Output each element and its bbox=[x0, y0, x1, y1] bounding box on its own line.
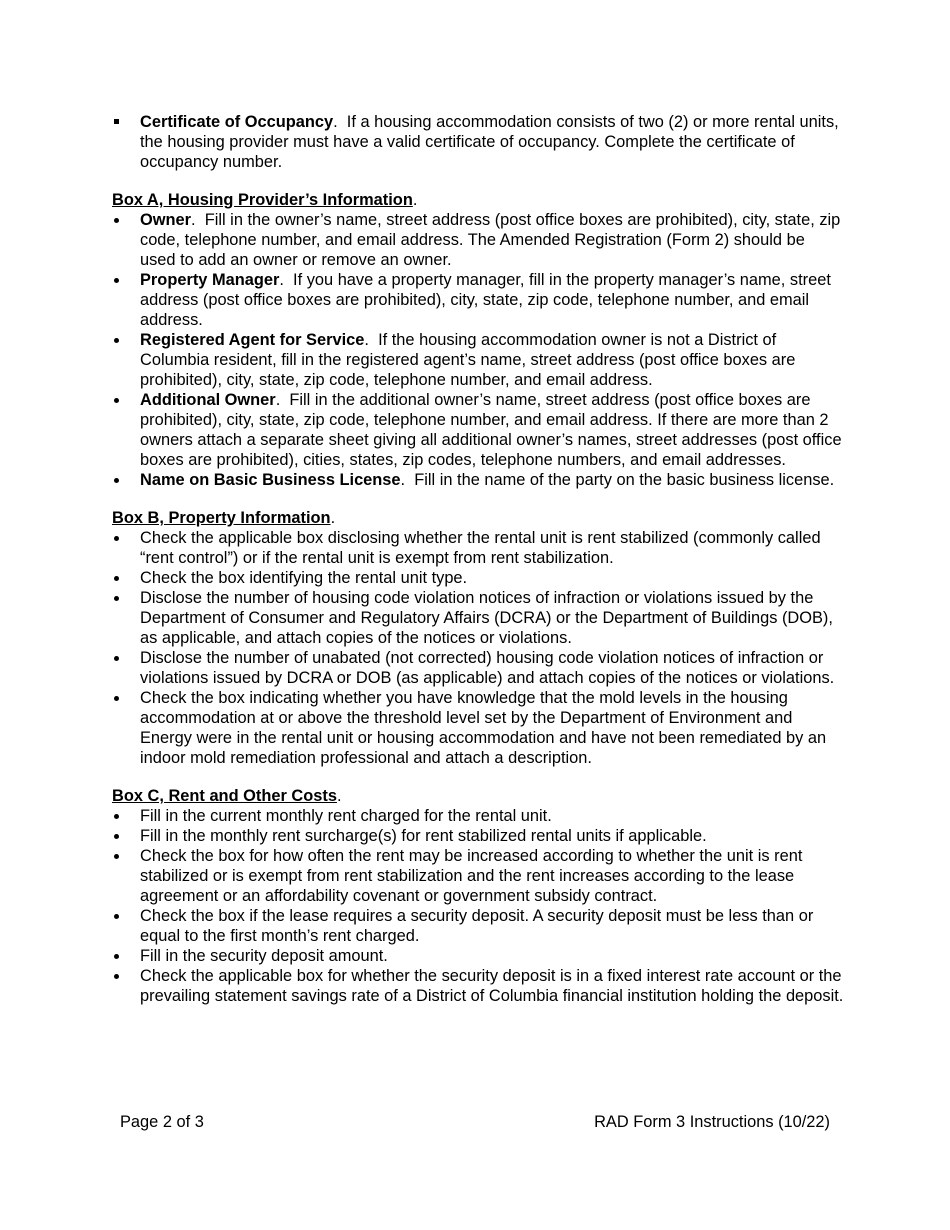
item-text: If a housing accommodation consists of two (2) or more rental units, the housing provider must have a valid certificate of occupancy. Complete the certificate of occupancy number. bbox=[140, 113, 839, 171]
list-item bbox=[112, 966, 844, 1006]
item-text: If the housing accommodation owner is not a District of Columbia resident, fill in the registered agent’s name, street address (post office boxes are prohibited), city, state, zip code, telephone number, and email address. bbox=[140, 331, 796, 389]
list-item bbox=[112, 806, 844, 826]
list-item bbox=[112, 568, 844, 588]
list-item bbox=[112, 588, 844, 648]
item-text: Fill in the security deposit amount. bbox=[140, 947, 388, 965]
item-text: Check the box indicating whether you have knowledge that the mold levels in the housing accommodation at or above the threshold level set by the Department of Environment and Energy were in the rental unit or housing accommodation and have not been remediated by an indoor mold remediation professional and attach a description. bbox=[140, 689, 827, 767]
page-footer bbox=[120, 1112, 830, 1132]
list-item: Certificate of Occupancy. If a housing accommodation consists of two (2) or more rental units, the housing provider must have a valid certificate of occupancy. Complete the certificate of occupancy number. bbox=[140, 113, 839, 171]
instructions-body bbox=[112, 112, 844, 1006]
item-text: Disclose the number of unabated (not corrected) housing code violation notices of infraction or violations issued by DCRA or DOB (as applicable) and attach copies of the notices or violations. bbox=[140, 649, 835, 687]
list-item bbox=[112, 946, 844, 966]
list-item bbox=[112, 648, 844, 688]
box-c-list bbox=[112, 806, 844, 1006]
item-text: Check the applicable box disclosing whether the rental unit is rent stabilized (commonly called “rent control”) or if the rental unit is exempt from rent stabilization. bbox=[140, 529, 821, 567]
page-number: Page 2 of 3 bbox=[120, 1113, 204, 1131]
item-title: Property Manager bbox=[140, 271, 280, 289]
item-title: Registered Agent for Service bbox=[140, 331, 365, 349]
item-text: Check the box identifying the rental unit type. bbox=[140, 569, 468, 587]
item-text: Check the applicable box for whether the security deposit is in a fixed interest rate account or the prevailing statement savings rate of a District of Columbia financial institution holding the deposit. bbox=[140, 967, 844, 1005]
list-item bbox=[112, 846, 844, 906]
item-text: Check the box if the lease requires a security deposit. A security deposit must be less than or equal to the first month’s rent charged. bbox=[140, 907, 814, 945]
box-a-heading: Box A, Housing Provider’s Information. bbox=[112, 191, 418, 209]
box-a-list bbox=[112, 210, 844, 490]
list-item bbox=[112, 906, 844, 946]
box-c-heading: Box C, Rent and Other Costs. bbox=[112, 787, 342, 805]
item-title: Certificate of Occupancy bbox=[140, 113, 334, 131]
list-item: Additional Owner. Fill in the additional owner’s name, street address (post office boxes are prohibited), city, state, zip code, telephone number, and email address. If there are more than 2 owners attach a separate sheet giving all additional owner’s names, street addresses (post office boxes are prohibited), cities, states, zip codes, telephone numbers, and email addresses. bbox=[140, 391, 842, 469]
item-text: Fill in the current monthly rent charged for the rental unit. bbox=[140, 807, 552, 825]
box-b-heading: Box B, Property Information. bbox=[112, 509, 336, 527]
list-item bbox=[112, 688, 844, 768]
certificate-list bbox=[112, 112, 844, 172]
item-text: If you have a property manager, fill in the property manager’s name, street address (post office boxes are prohibited), city, state, zip code, telephone number, and email address. bbox=[140, 271, 831, 329]
list-item: Name on Basic Business License. Fill in the name of the party on the basic business license. bbox=[140, 471, 835, 489]
form-identifier: RAD Form 3 Instructions (10/22) bbox=[594, 1113, 830, 1131]
item-text: Fill in the monthly rent surcharge(s) for rent stabilized rental units if applicable. bbox=[140, 827, 707, 845]
list-item: Registered Agent for Service. If the housing accommodation owner is not a District of Columbia resident, fill in the registered agent’s name, street address (post office boxes are prohibited), city, state, zip code, telephone number, and email address. bbox=[140, 331, 796, 389]
list-item: Owner. Fill in the owner’s name, street address (post office boxes are prohibited), city, state, zip code, telephone number, and email address. The Amended Registration (Form 2) should be used to add an owner or remove an owner. bbox=[140, 211, 841, 269]
item-title: Owner bbox=[140, 211, 192, 229]
item-text: Disclose the number of housing code violation notices of infraction or violations issued by the Department of Consumer and Regulatory Affairs (DCRA) or the Department of Buildings (DOB), as applicable, and attach copies of the notices or violations. bbox=[140, 589, 833, 647]
list-item: Property Manager. If you have a property manager, fill in the property manager’s name, street address (post office boxes are prohibited), city, state, zip code, telephone number, and email address. bbox=[140, 271, 831, 329]
item-text: Fill in the name of the party on the basic business license. bbox=[414, 471, 835, 489]
item-title: Name on Basic Business License bbox=[140, 471, 401, 489]
box-b-list bbox=[112, 528, 844, 768]
list-item bbox=[112, 528, 844, 568]
list-item bbox=[112, 826, 844, 846]
item-text: Check the box for how often the rent may be increased according to whether the unit is rent stabilized or is exempt from rent stabilization and the rent increases according to the lease agreement or an affordability covenant or government subsidy contract. bbox=[140, 847, 803, 905]
item-text: Fill in the owner’s name, street address (post office boxes are prohibited), city, state, zip code, telephone number, and email address. The Amended Registration (Form 2) should be used to add an owner or remove an owner. bbox=[140, 211, 841, 269]
item-title: Additional Owner bbox=[140, 391, 276, 409]
item-text: Fill in the additional owner’s name, street address (post office boxes are prohibited), city, state, zip code, telephone number, and email address. If there are more than 2 owners attach a separate sheet giving all additional owner’s names, street addresses (post office boxes are prohibited), cities, states, zip codes, telephone numbers, and email addresses. bbox=[140, 391, 842, 469]
